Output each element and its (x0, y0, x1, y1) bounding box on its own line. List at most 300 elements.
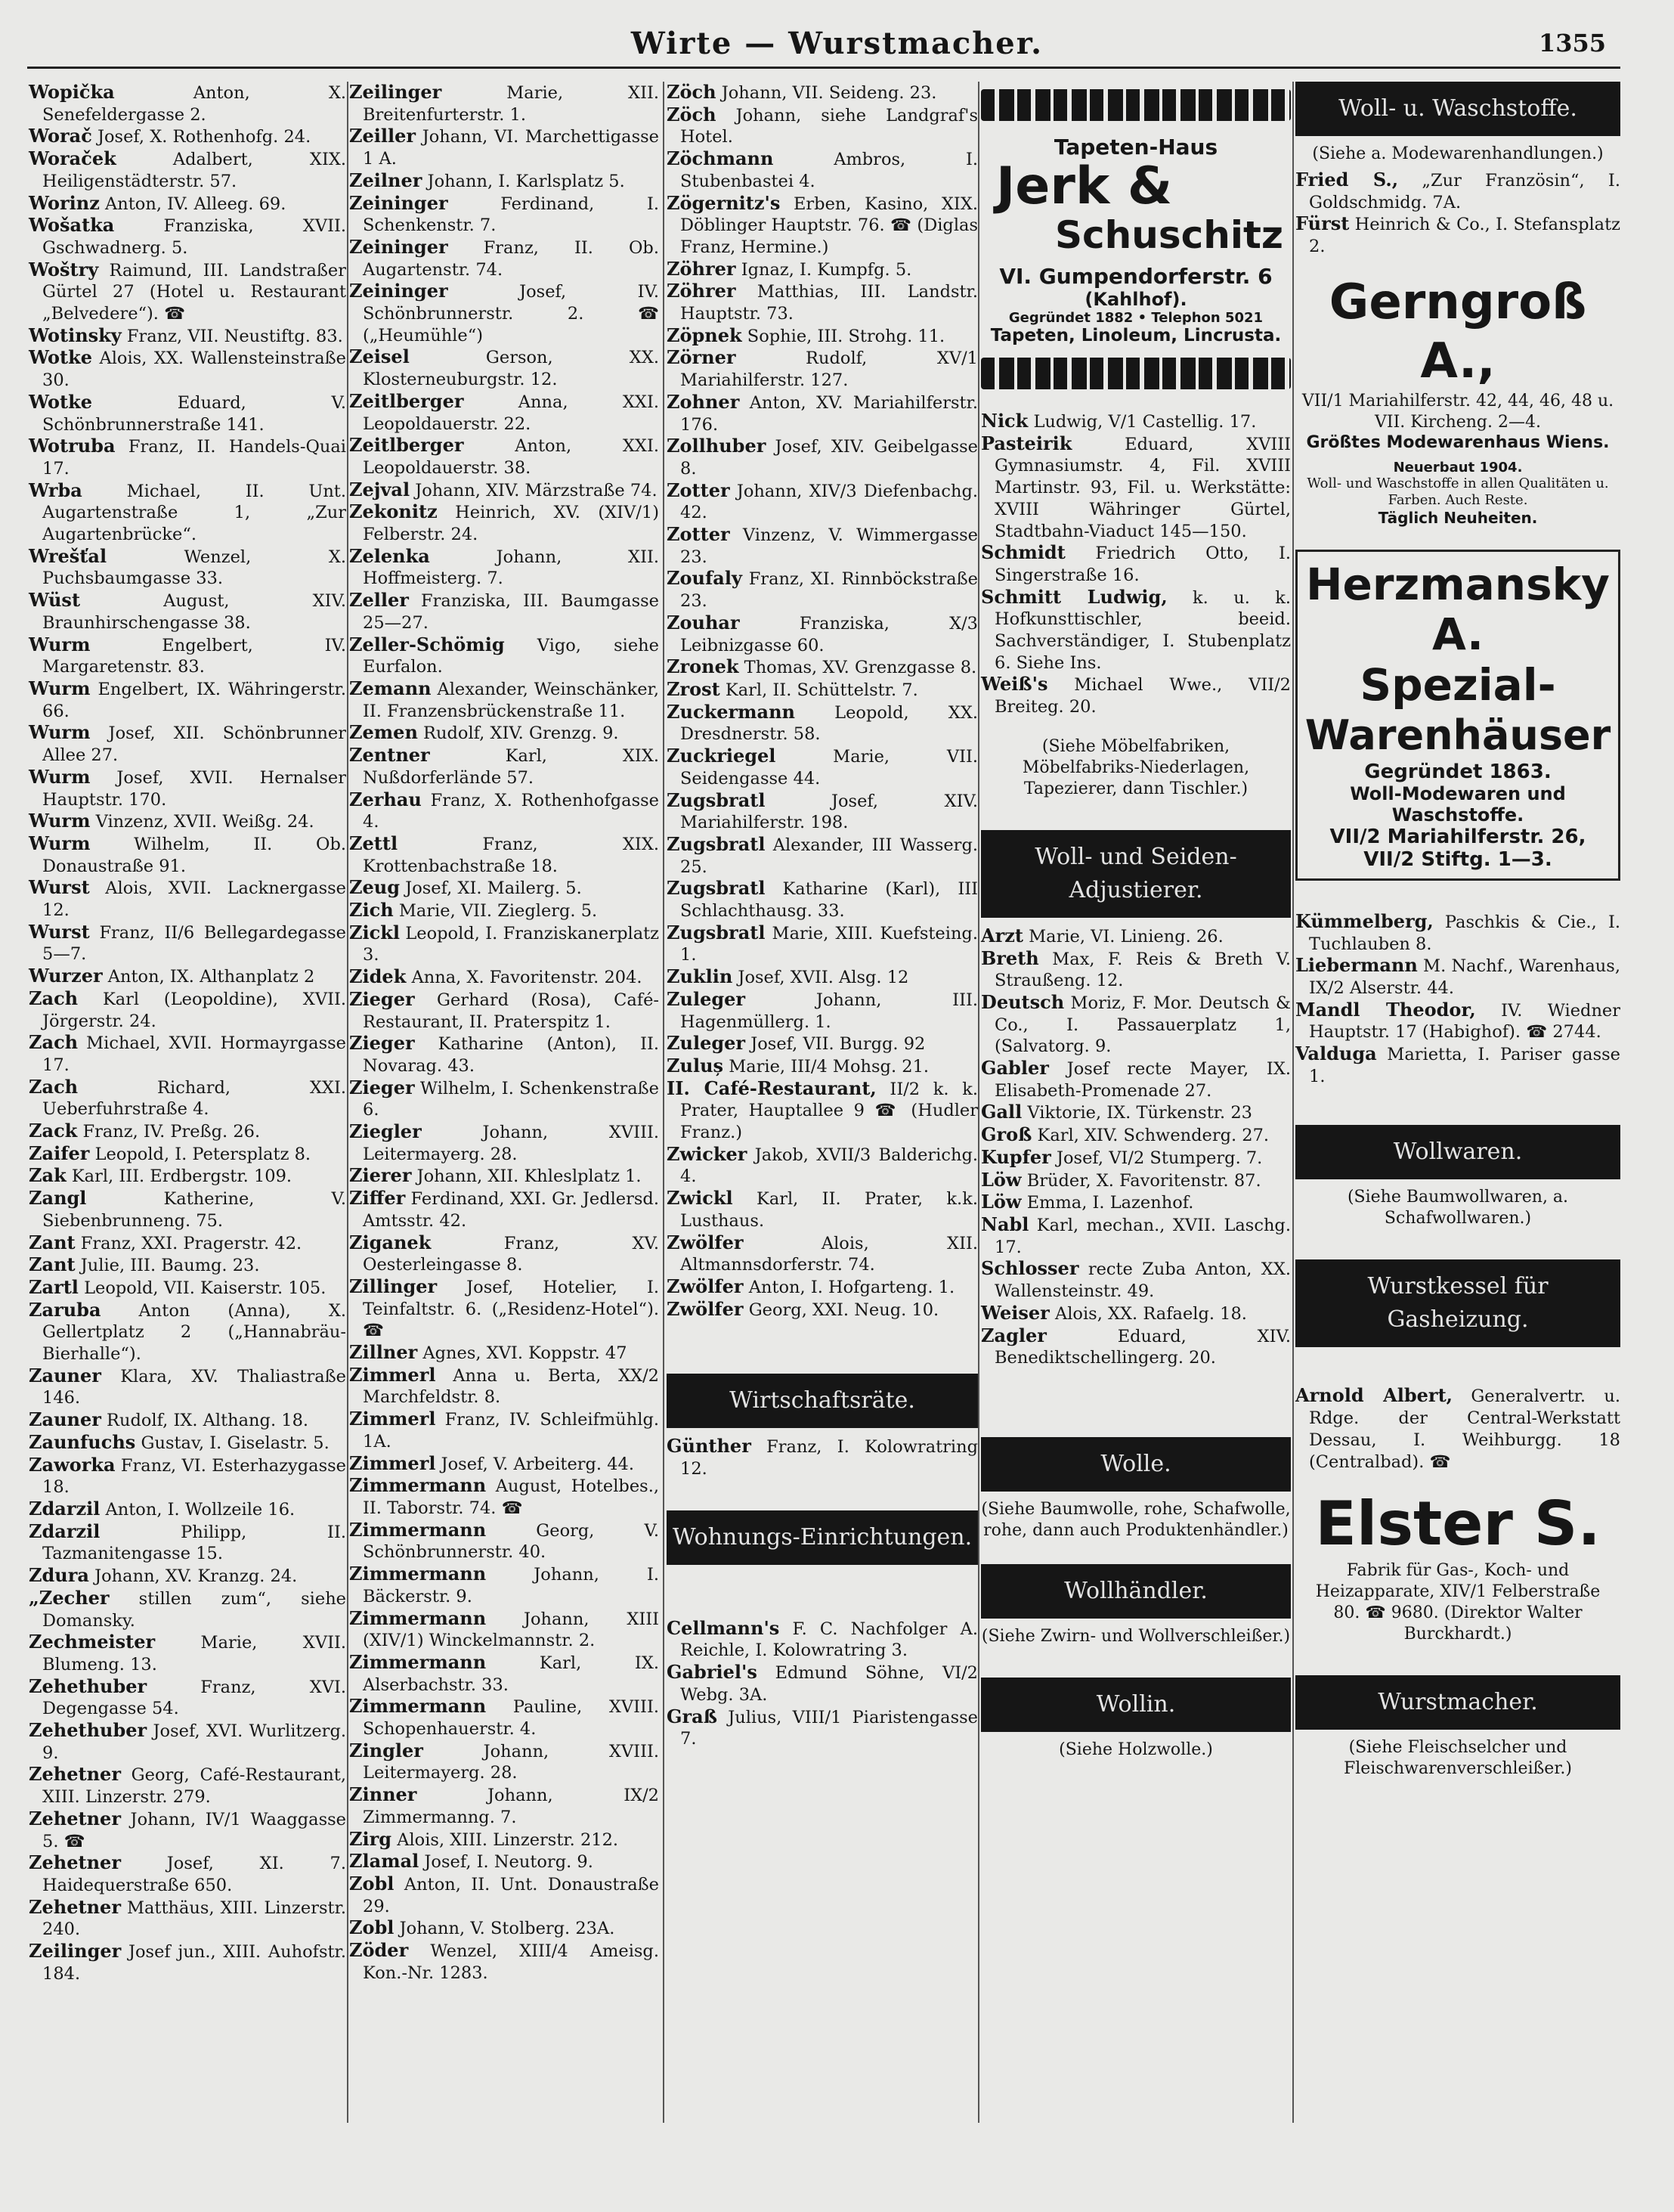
entry-name: Zuleger (667, 1032, 746, 1055)
directory-entry (349, 391, 659, 435)
cross-reference: (Siehe Baumwollwaren, a. Schafwollwaren.) (1347, 1188, 1569, 1228)
ad-line: Tapeten, Linoleum, Lincrusta. (990, 326, 1282, 345)
entry-name: Wurm (29, 677, 91, 699)
entry-details: Josef, IV. Schönbrunnerstr. 2. ☎ („Heumühle“) (363, 282, 659, 345)
entry-details: Ludwig, V/1 Castellig. 17. (1028, 412, 1257, 432)
entry-name: II. Café-Restaurant, (667, 1077, 877, 1099)
entry-name: Wurm (29, 810, 91, 832)
directory-entry (349, 1453, 659, 1476)
entry-name: Zauner (29, 1408, 101, 1431)
entry-list (981, 925, 1291, 1369)
directory-entry (29, 1120, 346, 1143)
ad-address: VII/2 Mariahilferstr. 26, (1329, 825, 1586, 848)
directory-entry (29, 215, 346, 259)
column-3 (667, 82, 978, 1750)
entry-details: Vigo, siehe Eurfalon. (363, 635, 659, 677)
entry-name: Zöhrer (667, 280, 736, 302)
entry-name: Deutsch (981, 990, 1065, 1013)
entry-details: Paschkis & Cie., I. Tuchlauben 8. (1309, 912, 1620, 954)
directory-entry (349, 193, 659, 237)
ad-line: Gegründet 1882 • Telephon 5021 (1008, 310, 1264, 326)
entry-details: stillen zum“, siehe Domansky. (42, 1588, 346, 1631)
entry-name: Zörner (667, 346, 736, 369)
entry-name: Zich (349, 899, 394, 922)
directory-entry (349, 501, 659, 545)
directory-entry (1295, 1385, 1620, 1473)
entry-details: Alois, XII. Altmannsdorferstr. 74. (680, 1233, 978, 1275)
entry-details: Wilhelm, I. Schenkenstraße 6. (363, 1078, 659, 1120)
entry-details: Anton, II. Unt. Donaustraße 29. (363, 1874, 659, 1916)
entry-details: Karl, XIV. Schwenderg. 27. (1032, 1126, 1270, 1146)
entry-name: Zettl (349, 832, 398, 854)
entry-details: Sophie, III. Strohg. 11. (741, 326, 945, 346)
entry-name: Zehetner (29, 1807, 121, 1829)
ad-brand: Jerk & (996, 156, 1173, 216)
entry-details: Marie, XVII. Blumeng. 13. (42, 1633, 346, 1674)
entry-details: Engelbert, IV. Margaretenstr. 83. (42, 635, 346, 677)
entry-name: Wurm (29, 633, 91, 655)
directory-entry (29, 435, 346, 479)
ad-line: Fabrik für Gas-, Koch- und Heizapparate, XIV/1 Felberstraße 80. ☎ 9680. (Direktor Walter Burckhardt.) (1315, 1561, 1601, 1644)
entry-details: Alexander, Weinschänker, II. Franzensbrückenstraße 11. (363, 679, 659, 721)
entry-list (667, 1618, 978, 1750)
entry-details: Georg, XXI. Neug. 10. (743, 1300, 939, 1320)
entry-name: Zentner (349, 744, 430, 767)
entry-name: Worač (29, 125, 92, 147)
section-heading: Wollwaren. (1295, 1125, 1620, 1179)
ornament-border (981, 358, 1291, 389)
entry-details: Alois, XVII. Lacknergasse 12. (42, 878, 346, 921)
entry-name: Wrba (29, 479, 82, 501)
directory-entry (29, 988, 346, 1032)
entry-details: Franz, VI. Esterhazygasse 18. (42, 1455, 346, 1498)
entry-name: Zaruba (29, 1298, 101, 1321)
directory-entry (349, 1652, 659, 1696)
entry-details: Leopold, XX. Dresdnerstr. 58. (680, 702, 978, 745)
directory-entry (667, 280, 978, 324)
spacer (667, 1572, 978, 1618)
entry-details: Franz, XV. Oesterleingasse 8. (363, 1233, 659, 1275)
column-5 (1295, 82, 1620, 1784)
entry-name: Wrešťal (29, 544, 107, 567)
entry-name: Wotke (29, 390, 92, 413)
entry-name: Woštry (29, 258, 99, 280)
entry-name: Zieger (349, 1032, 415, 1055)
entry-details: Moriz, F. Mor. Deutsch & Co., I. Passauerplatz 1, (Salvatorg. 9. (995, 993, 1291, 1057)
entry-details: Franz, XXI. Pragerstr. 42. (75, 1233, 302, 1253)
directory-entry (349, 1784, 659, 1828)
entry-details: Raimund, III. Landstraßer Gürtel 27 (Hotel u. Restaurant „Belvedere“). ☎ (42, 260, 346, 324)
section-heading: Wollin. (981, 1678, 1291, 1732)
entry-name: Gall (981, 1101, 1023, 1123)
entry-details: Thomas, XV. Grenzgasse 8. (738, 658, 977, 678)
directory-entry (349, 1917, 659, 1940)
entry-name: Zwölfer (667, 1231, 744, 1253)
directory-entry (29, 877, 346, 921)
cross-reference: (Siehe Holzwolle.) (1059, 1740, 1213, 1759)
entry-name: Zeilner (349, 169, 422, 191)
directory-entry (29, 590, 346, 634)
directory-entry (349, 1342, 659, 1365)
entry-details: Erben, Kasino, XIX. Döblinger Hauptstr. 76. ☎ (Diglas Franz, Hermine.) (680, 194, 978, 257)
directory-entry (29, 1032, 346, 1076)
ad-address: VII/2 Stiftg. 1—3. (1363, 847, 1552, 871)
directory-entry (1295, 911, 1620, 955)
entry-details: Eduard, V. Schönbrunnerstraße 141. (42, 392, 346, 435)
directory-entry (29, 259, 346, 325)
entry-name: Zimmermann (349, 1695, 487, 1718)
section-heading: Wurstkessel für Gasheizung. (1295, 1259, 1620, 1347)
entry-details: Johann, I. Karlsplatz 5. (422, 171, 625, 191)
directory-entry (29, 1232, 346, 1255)
entry-details: Johann, III. Hagenmüllerg. 1. (680, 990, 978, 1032)
entry-name: Wurst (29, 920, 90, 943)
spacer (981, 397, 1291, 410)
directory-entry (349, 237, 659, 280)
entry-details: Anton, XV. Mariahilferstr. 176. (680, 392, 978, 435)
entry-name: Zieger (349, 987, 415, 1010)
entry-details: Matthäus, XIII. Linzerstr. 240. (42, 1898, 346, 1940)
entry-details: Eduard, XVIII Gymnasiumstr. 4, Fil. XVIII Martinstr. 93, Fil. u. Werkstätte: XVIII Währinger Gürtel, Stadtbahn-Viaduct 145—150. (995, 434, 1291, 541)
directory-entry (981, 587, 1291, 674)
directory-entry (667, 702, 978, 745)
directory-entry (349, 435, 659, 479)
directory-entry (667, 104, 978, 148)
directory-entry (667, 989, 978, 1033)
directory-entry (29, 1897, 346, 1941)
entry-name: Löw (981, 1168, 1022, 1191)
ad-address: VI. Gumpendorferstr. 6 (999, 264, 1273, 289)
entry-name: Zimmermann (349, 1563, 487, 1585)
entry-name: Groß (981, 1123, 1032, 1146)
column-divider (347, 82, 348, 2123)
entry-details: August, XIV. Braunhirschengasse 38. (42, 591, 346, 633)
entry-name: Zuckriegel (667, 745, 776, 767)
entry-details: Josef jun., XIII. Auhofstr. 184. (42, 1942, 346, 1984)
entry-details: Johann, V. Stolberg. 23A. (394, 1919, 615, 1939)
entry-name: Zaunfuchs (29, 1430, 136, 1453)
entry-details: Wilhelm, II. Ob. Donaustraße 91. (42, 834, 346, 876)
entry-details: Marietta, I. Pariser gasse 1. (1309, 1045, 1620, 1086)
directory-entry (981, 925, 1291, 948)
entry-details: Johann, XVIII. Leitermayerg. 28. (363, 1123, 659, 1164)
entry-name: Zimmermann (349, 1650, 487, 1673)
directory-entry (349, 590, 659, 634)
spacer (1295, 888, 1620, 911)
directory-entry (667, 679, 978, 702)
directory-entry (29, 1365, 346, 1409)
entry-name: Zirg (349, 1827, 392, 1850)
entry-name: Zohner (667, 390, 740, 413)
entry-name: Zemann (349, 677, 432, 699)
directory-entry (349, 722, 659, 745)
directory-entry (349, 877, 659, 900)
entry-details: Leopold, VII. Kaiserstr. 105. (78, 1278, 326, 1298)
directory-entry (29, 1676, 346, 1720)
entry-details: Alois, XIII. Linzerstr. 212. (391, 1829, 619, 1850)
column-2 (349, 82, 659, 1984)
entry-details: Anna, XXI. Leopoldauerstr. 22. (363, 392, 659, 434)
ad-brand: Gerngroß A., (1329, 274, 1587, 389)
directory-entry (29, 1521, 346, 1565)
directory-entry (667, 259, 978, 281)
entry-name: Zuckermann (667, 700, 795, 723)
cross-reference: (Siehe Baumwolle, rohe, Schafwolle, rohe, dann auch Produktenhändler.) (981, 1499, 1291, 1540)
entry-name: Zinner (349, 1783, 417, 1806)
advertisement-herzmansky (1295, 550, 1620, 881)
directory-entry (667, 392, 978, 435)
entry-name: Zerhau (349, 788, 422, 810)
directory-entry (29, 1432, 346, 1455)
entry-details: Alexander, III Wasserg. 25. (680, 835, 978, 877)
entry-details: Wenzel, X. Puchsbaumgasse 33. (42, 547, 346, 589)
directory-entry (667, 922, 978, 966)
directory-entry (667, 656, 978, 679)
entry-details: Franz, I. Kolowratring 12. (680, 1437, 978, 1479)
directory-entry (667, 1436, 978, 1479)
entry-name: Zehetner (29, 1895, 121, 1918)
entry-name: „Zecher (29, 1586, 110, 1609)
ad-line: Gegründet 1863. (1364, 760, 1552, 783)
section-heading: Woll- u. Waschstoffe. (1295, 82, 1620, 136)
directory-entry (349, 1475, 659, 1519)
entry-details: Wenzel, XIII/4 Ameisg. Kon.-Nr. 1283. (363, 1941, 659, 1983)
directory-entry (349, 1829, 659, 1851)
entry-name: Günther (667, 1435, 751, 1458)
directory-entry (29, 1498, 346, 1521)
cross-reference: (Siehe Fleischselcher und Fleischwarenverschleißer.) (1343, 1738, 1573, 1779)
entry-details: Heinrich & Co., I. Stefansplatz 2. (1309, 215, 1620, 257)
entry-details: Karl, IX. Alserbachstr. 33. (363, 1653, 659, 1695)
directory-entry (29, 1852, 346, 1896)
entry-name: Zöhrer (667, 257, 736, 280)
entry-details: Johann, XII. Hoffmeisterg. 7. (363, 547, 659, 589)
directory-entry (349, 1165, 659, 1188)
directory-entry (29, 193, 346, 215)
entry-details: Julie, III. Baumg. 23. (75, 1256, 260, 1276)
entry-details: Marie, XII. Breitenfurterstr. 1. (363, 83, 659, 125)
entry-name: Zwölfer (667, 1275, 744, 1297)
entry-name: Wotinsky (29, 324, 122, 346)
entry-details: Heinrich, XV. (XIV/1) Felberstr. 24. (363, 503, 659, 545)
directory-entry (29, 1409, 346, 1432)
directory-entry (667, 834, 978, 878)
entry-details: Franziska, XVII. Gschwadnerg. 5. (42, 216, 346, 258)
entry-name: Zickl (349, 921, 400, 943)
entry-name: Zeller-Schömig (349, 633, 505, 655)
entry-name: Zeisel (349, 345, 410, 368)
directory-entry (29, 1588, 346, 1631)
ad-brand: Spezial- (1360, 658, 1556, 711)
entry-name: Schlosser (981, 1257, 1079, 1280)
entry-details: k. u. k. Hofkunsttischler, beeid. Sachverständiger, I. Stubenplatz 6. Siehe Ins. (995, 587, 1291, 673)
entry-name: Zeininger (349, 280, 448, 302)
entry-details: Eduard, XIV. Benediktschellingerg. 20. (995, 1326, 1291, 1368)
entry-details: Johann, VI. Marchettigasse 1 A. (363, 127, 659, 169)
entry-list (1295, 911, 1620, 1088)
entry-details: Klara, XV. Thaliastraße 146. (42, 1366, 346, 1408)
directory-entry (349, 1121, 659, 1165)
section-heading: Wirtschaftsräte. (667, 1374, 978, 1428)
entry-name: Nabl (981, 1213, 1029, 1235)
entry-name: Zotter (667, 479, 730, 501)
entry-name: Zeller (349, 589, 409, 612)
directory-entry (981, 1303, 1291, 1325)
entry-name: Zak (29, 1164, 67, 1187)
ad-brand: Warenhäuser (1304, 711, 1611, 759)
directory-entry (981, 433, 1291, 543)
directory-entry (981, 1147, 1291, 1170)
entry-details: Ignaz, I. Kumpfg. 5. (735, 259, 912, 280)
directory-entry (349, 1940, 659, 1984)
directory-entry (29, 922, 346, 965)
directory-entry (349, 922, 659, 966)
entry-name: Zehetner (29, 1763, 121, 1786)
directory-entry (667, 347, 978, 391)
entry-name: Weiß's (981, 673, 1048, 696)
entry-name: Weiser (981, 1301, 1050, 1324)
directory-entry (29, 1941, 346, 1984)
entry-name: Zugsbratl (667, 788, 766, 811)
entry-details: Josef, Hotelier, I. Teinfaltstr. 6. („Residenz-Hotel“). ☎ (363, 1277, 659, 1341)
directory-entry (667, 1033, 978, 1055)
entry-details: Ambros, I. Stubenbastei 4. (680, 150, 978, 191)
entry-name: Zotter (667, 523, 730, 546)
entry-list (667, 1436, 978, 1479)
entry-name: Zauner (29, 1364, 101, 1386)
directory-entry (981, 674, 1291, 717)
directory-entry (667, 1662, 978, 1705)
entry-details: Viktorie, IX. Türkenstr. 23 (1022, 1103, 1252, 1123)
directory-entry (349, 1276, 659, 1342)
entry-name: Kupfer (981, 1145, 1051, 1168)
entry-name: Ziegler (349, 1120, 422, 1143)
entry-details: Marie, VI. Linieng. 26. (1023, 926, 1224, 946)
directory-entry (981, 1170, 1291, 1192)
directory-entry (349, 966, 659, 989)
entry-details: Anna, X. Favoritenstr. 204. (406, 968, 642, 988)
entry-details: Gerson, XX. Klosterneuburgstr. 12. (363, 348, 659, 390)
directory-entry (981, 1191, 1291, 1214)
ad-brand: Herzmansky A. (1305, 558, 1610, 660)
entry-details: II/2 k. k. Prater, Hauptallee 9 ☎ (Hudler Franz.) (680, 1079, 978, 1143)
entry-details: Richard, XXI. Ueberfuhrstraße 4. (42, 1077, 346, 1120)
entry-name: Zierer (349, 1164, 412, 1187)
entry-details: Michael, II. Unt. Augartenstraße 1, „Zur Augartenbrücke“. (42, 481, 346, 545)
entry-name: Zoufaly (667, 567, 742, 590)
entry-details: Anton, I. Wollzeile 16. (100, 1500, 296, 1520)
directory-entry (667, 1299, 978, 1321)
directory-entry (1295, 955, 1620, 999)
entry-details: Johann, XIV. Märzstraße 74. (410, 480, 658, 500)
entry-details: Georg, V. Schönbrunnerstr. 40. (363, 1520, 659, 1563)
entry-details: Franz, II/6 Bellegardegasse 5—7. (42, 922, 346, 965)
entry-name: Zobl (349, 1872, 395, 1894)
entry-name: Zimmerl (349, 1363, 436, 1386)
directory-entry (29, 1188, 346, 1231)
directory-entry (981, 1258, 1291, 1302)
entry-details: Karl, XIX. Nußdorferlände 57. (363, 746, 659, 788)
entry-details: Julius, VIII/1 Piaristengasse 7. (680, 1707, 978, 1749)
directory-entry (667, 480, 978, 524)
ad-line: (Kahlhof). (1085, 289, 1187, 310)
directory-entry (349, 1873, 659, 1917)
entry-details: Michael, XVII. Hormayrgasse 17. (42, 1033, 346, 1075)
entry-name: Zuklin (667, 965, 733, 988)
ad-line: Größtes Modewarenhaus Wiens. (1306, 432, 1610, 452)
cross-reference: (Siehe Zwirn- und Wollverschleißer.) (981, 1626, 1291, 1646)
entry-details: Ferdinand, XXI. Gr. Jedlersd. Amtsstr. 42. (363, 1189, 659, 1231)
entry-name: Zaworka (29, 1453, 116, 1476)
entry-name: Ziganek (349, 1231, 432, 1253)
entry-details: Josef, VII. Burgg. 92 (745, 1034, 926, 1055)
entry-details: Franziska, III. Baumgasse 25—27. (363, 591, 659, 633)
ad-line: Woll- und Waschstoffe in allen Qualitäten u. Farben. Auch Reste. (1307, 475, 1609, 508)
entry-details: Michael Wwe., VII/2 Breiteg. 20. (995, 675, 1291, 717)
entry-name: Woraček (29, 147, 116, 170)
entry-name: Zögernitz's (667, 191, 781, 214)
entry-details: Friedrich Otto, I. Singerstraße 16. (995, 544, 1291, 585)
directory-entry (29, 392, 346, 435)
directory-entry (981, 992, 1291, 1058)
directory-entry (667, 966, 978, 989)
directory-entry (981, 1325, 1291, 1369)
entry-name: Wurzer (29, 965, 103, 987)
entry-details: Johann, VII. Seideng. 23. (716, 83, 937, 103)
entry-name: Zöpnek (667, 324, 742, 346)
directory-entry (667, 193, 978, 259)
entry-name: Zwickl (667, 1187, 733, 1210)
entry-details: Johann, XIV/3 Diefenbachg. 42. (680, 481, 978, 523)
entry-details: Franz, II. Handels-Quai 17. (42, 437, 346, 479)
entry-details: Matthias, III. Landstr. Hauptstr. 73. (680, 282, 978, 324)
entry-list (1295, 169, 1620, 258)
directory-entry (981, 1101, 1291, 1124)
directory-entry (667, 1055, 978, 1078)
entry-details: Katherine, V. Siebenbrunneng. 75. (42, 1189, 346, 1231)
entry-details: IV. Wiedner Hauptstr. 17 (Habighof). ☎ 2744. (1309, 1000, 1621, 1042)
header-rule (27, 67, 1620, 69)
section-heading: Wolle. (981, 1437, 1291, 1492)
entry-name: Graß (667, 1705, 717, 1727)
entry-details: Josef, XI. Mailerg. 5. (400, 878, 582, 899)
entry-name: Zronek (667, 655, 739, 678)
directory-entry (667, 1078, 978, 1144)
entry-details: Anton, IX. Althanplatz 2 (102, 967, 315, 987)
directory-entry (29, 1808, 346, 1852)
entry-details: Josef, XII. Schönbrunner Allee 27. (42, 723, 346, 766)
column-divider (1292, 82, 1294, 2123)
entry-name: Wüst (29, 589, 81, 612)
entry-name: Zouhar (667, 611, 740, 634)
entry-name: Wurst (29, 876, 90, 899)
entry-name: Zugsbratl (667, 832, 766, 855)
directory-entry (349, 678, 659, 722)
entry-details: Rudolf, XV/1 Mariahilferstr. 127. (680, 349, 978, 391)
entry-details: Johann, XV. Kranzg. 24. (88, 1566, 298, 1587)
entry-details: Karl, II. Prater, k.k. Lusthaus. (680, 1189, 978, 1231)
directory-entry (667, 568, 978, 612)
entry-name: Zant (29, 1253, 76, 1276)
ad-line: Täglich Neuheiten. (1378, 508, 1538, 527)
advertisement-jerk-schuschitz (981, 89, 1291, 389)
entry-name: Zach (29, 987, 79, 1009)
entry-details: Ferdinand, I. Schenkenstr. 7. (363, 194, 659, 236)
entry-name: Zekonitz (349, 500, 438, 523)
directory-entry (29, 634, 346, 678)
entry-name: Wurm (29, 765, 91, 788)
directory-entry (667, 1232, 978, 1276)
